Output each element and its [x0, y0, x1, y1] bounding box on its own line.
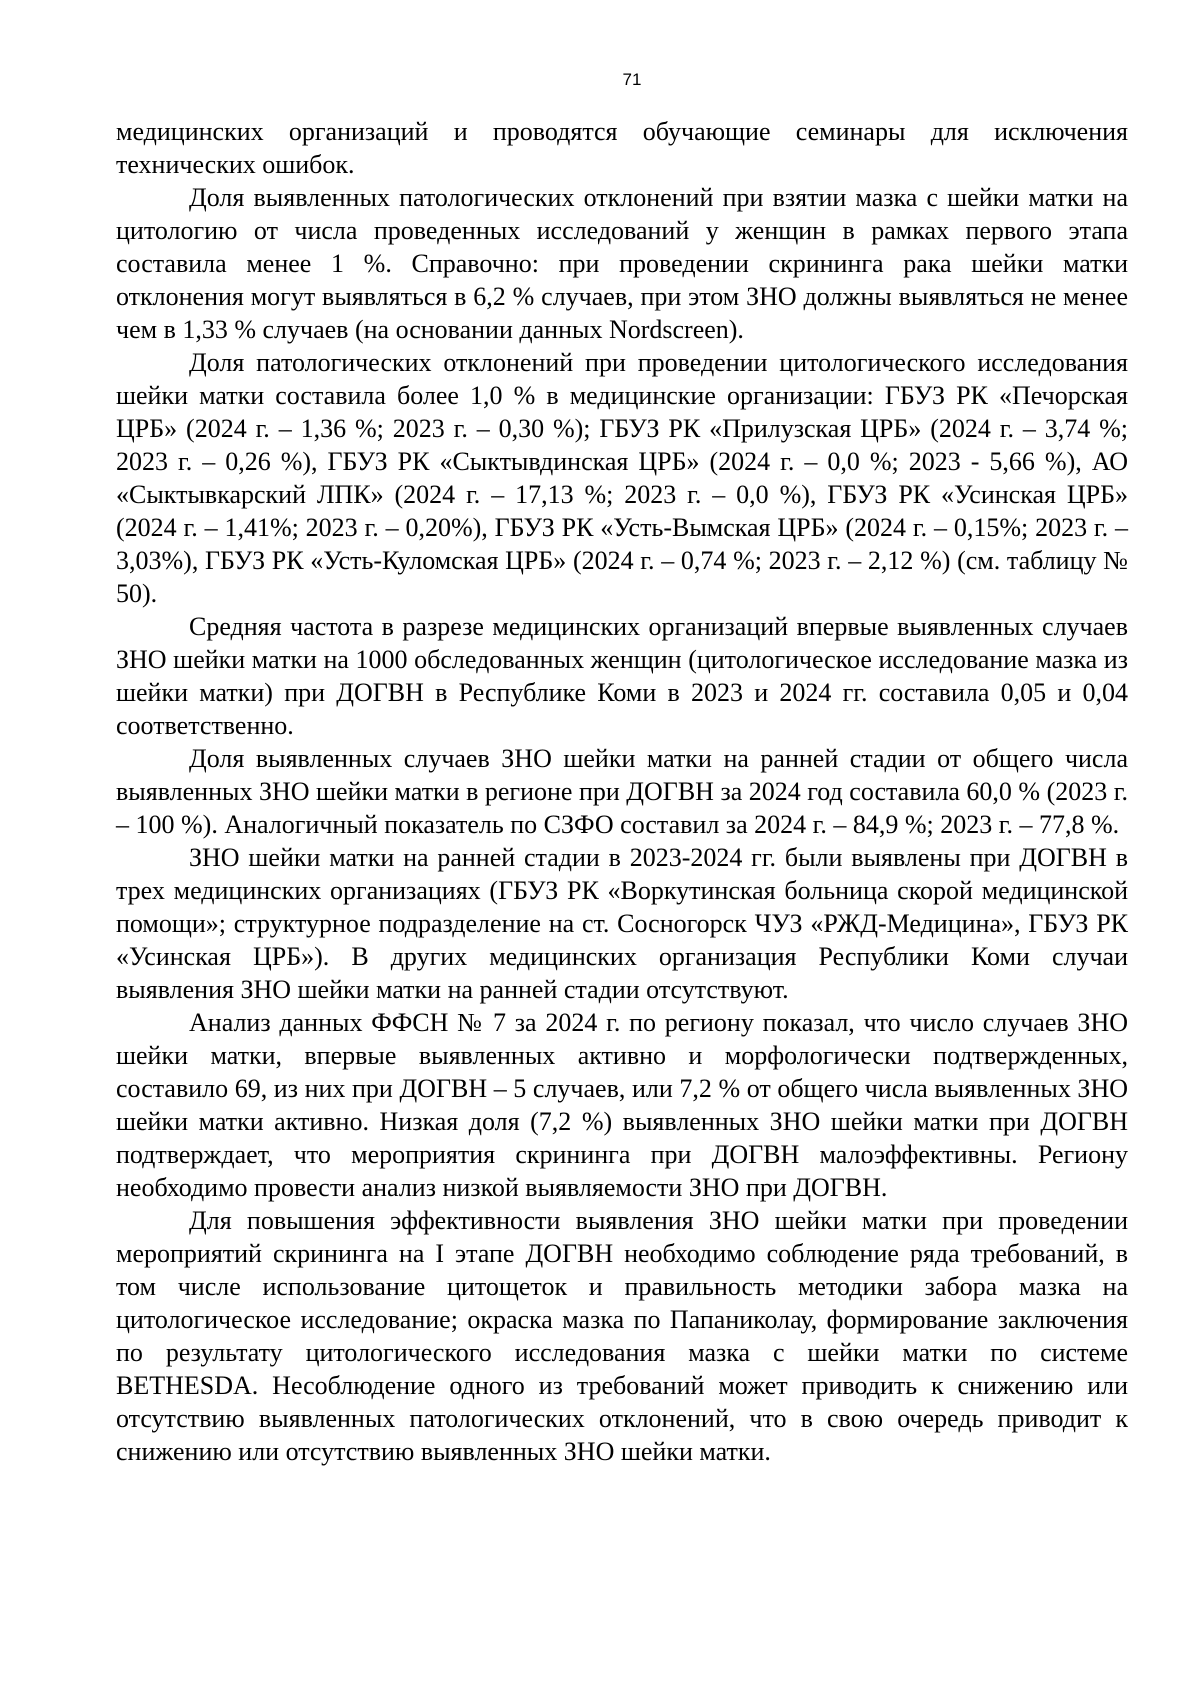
paragraph-pathology-share: Доля выявленных патологических отклонений при взятии мазка с шейки матки на цитологию от числа проведенных исследований у женщин в рамках первого этапа составила менее 1 %. Справочно: при проведении скрининга рака шейки матки отклонения могут выявляться в 6,2 % случаев, при этом ЗНО должны выявляться не менее чем в 1,33 % случаев (на основании данных Nordscreen).	[116, 183, 1128, 344]
paragraph-early-stage-organizations: ЗНО шейки матки на ранней стадии в 2023-2024 гг. были выявлены при ДОГВН в трех медицинских организациях (ГБУЗ РК «Воркутинская больница скорой медицинской помощи»; структурное подразделение на ст. Сосногорск ЧУЗ «РЖД-Медицина», ГБУЗ РК «Усинская ЦРБ»). В других медицинских организация Республики Коми случаи выявления ЗНО шейки матки на ранней стадии отсутствуют.	[116, 843, 1128, 1004]
page-number: 71	[622, 70, 642, 89]
paragraph-average-frequency: Средняя частота в разрезе медицинских организаций впервые выявленных случаев ЗНО шейки матки на 1000 обследованных женщин (цитологическое исследование мазка из шейки матки) при ДОГВН в Республике Коми в 2023 и 2024 гг. составила 0,05 и 0,04 соответственно.	[116, 612, 1128, 740]
document-body	[116, 115, 1128, 1468]
paragraph-continuation: медицинских организаций и проводятся обучающие семинары для исключения технических ошибок.	[116, 117, 1128, 179]
paragraph-ffsn-analysis: Анализ данных ФФСН № 7 за 2024 г. по региону показал, что число случаев ЗНО шейки матки, впервые выявленных активно и морфологически подтвержденных, составило 69, из них при ДОГВН – 5 случаев, или 7,2 % от общего числа выявленных ЗНО шейки матки активно. Низкая доля (7,2 %) выявленных ЗНО шейки матки при ДОГВН подтверждает, что мероприятия скрининга при ДОГВН малоэффективны. Региону необходимо провести анализ низкой выявляемости ЗНО при ДОГВН.	[116, 1008, 1128, 1202]
paragraph-early-stage-share: Доля выявленных случаев ЗНО шейки матки на ранней стадии от общего числа выявленных ЗНО шейки матки в регионе при ДОГВН за 2024 год составила 60,0 % (2023 г. – 100 %). Аналогичный показатель по СЗФО составил за 2024 г. – 84,9 %; 2023 г. – 77,8 %.	[116, 744, 1128, 839]
paragraph-organizations-over-1-percent: Доля патологических отклонений при проведении цитологического исследования шейки матки составила более 1,0 % в медицинские организации: ГБУЗ РК «Печорская ЦРБ» (2024 г. – 1,36 %; 2023 г. – 0,30 %); ГБУЗ РК «Прилузская ЦРБ» (2024 г. – 3,74 %; 2023 г. – 0,26 %), ГБУЗ РК «Сыктывдинская ЦРБ» (2024 г. – 0,0 %; 2023 - 5,66 %), АО «Сыктывкарский ЛПК» (2024 г. – 17,13 %; 2023 г. – 0,0 %), ГБУЗ РК «Усинская ЦРБ» (2024 г. – 1,41%; 2023 г. – 0,20%), ГБУЗ РК «Усть-Вымская ЦРБ» (2024 г. – 0,15%; 2023 г. – 3,03%), ГБУЗ РК «Усть-Куломская ЦРБ» (2024 г. – 0,74 %; 2023 г. – 2,12 %) (см. таблицу № 50).	[116, 348, 1128, 608]
paragraph-recommendations: Для повышения эффективности выявления ЗНО шейки матки при проведении мероприятий скрининга на I этапе ДОГВН необходимо соблюдение ряда требований, в том числе использование цитощеток и правильность методики забора мазка на цитологическое исследование; окраска мазка по Папаниколау, формирование заключения по результату цитологического исследования мазка с шейки матки по системе BETHESDA. Несоблюдение одного из требований может приводить к снижению или отсутствию выявленных патологических отклонений, что в свою очередь приводит к снижению или отсутствию выявленных ЗНО шейки матки.	[116, 1206, 1128, 1466]
